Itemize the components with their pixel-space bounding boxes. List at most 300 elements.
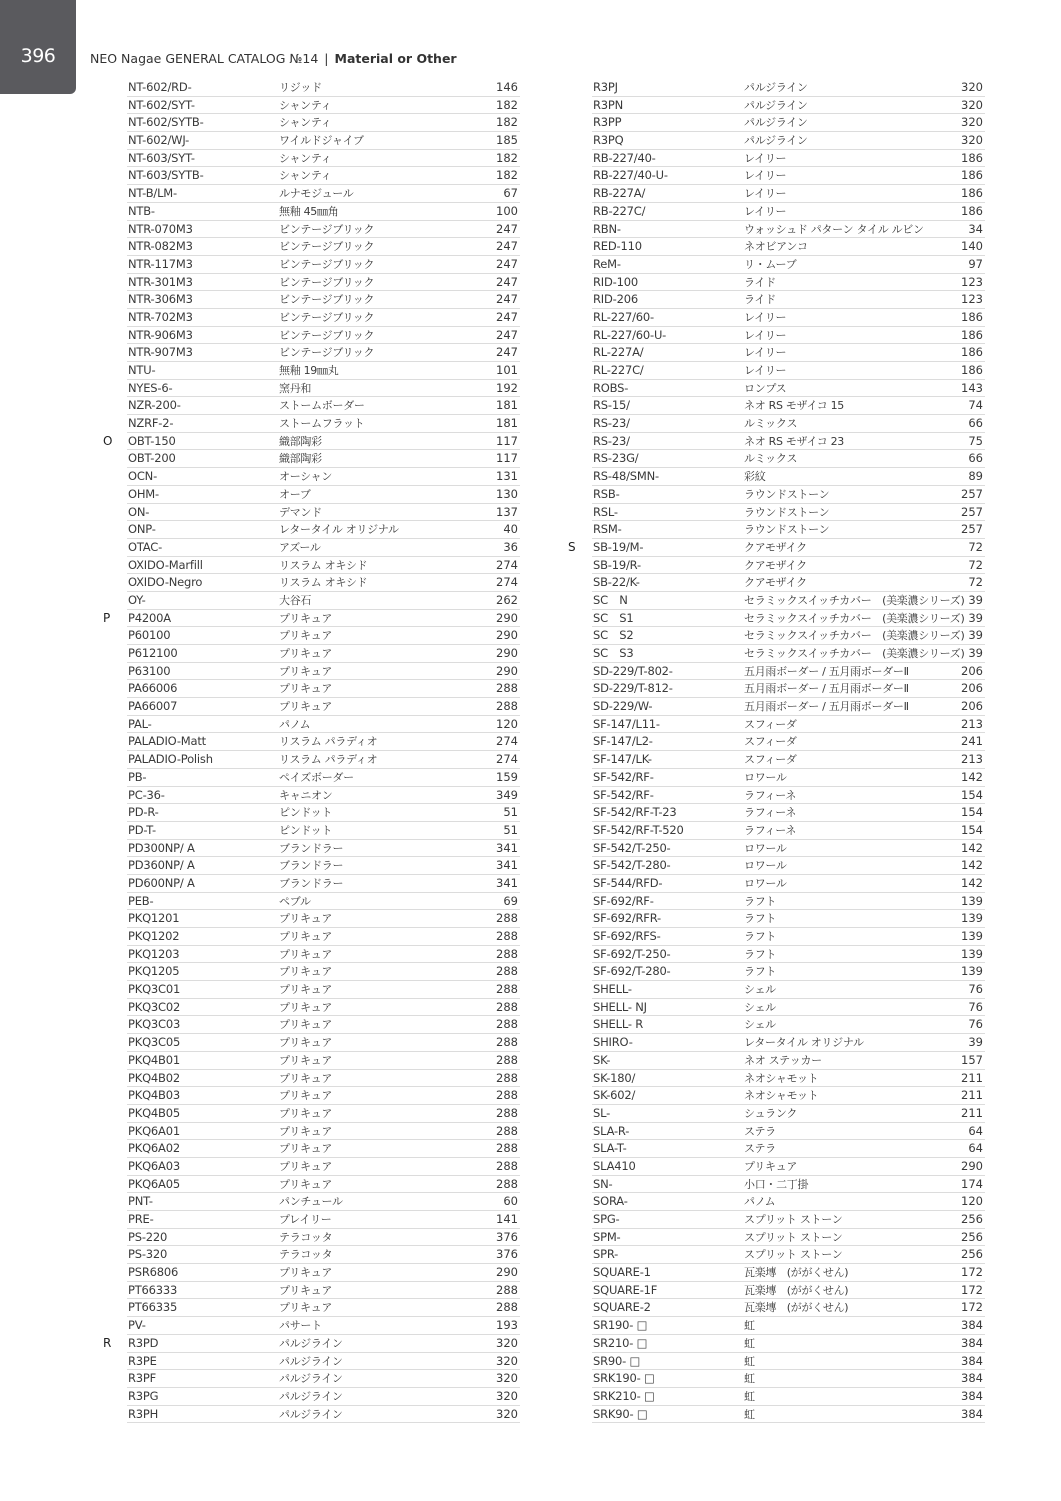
product-name: リ・ムーブ	[744, 257, 797, 271]
index-row	[127, 114, 520, 132]
product-code: NTR-301M3	[128, 274, 193, 289]
product-code: PKQ6A01	[128, 1123, 180, 1138]
product-code: PKQ3C02	[128, 999, 181, 1014]
page-reference: 172	[961, 1282, 983, 1297]
product-code: NTU-	[128, 363, 156, 377]
product-code: PKQ4B03	[128, 1088, 180, 1103]
product-name: レイリー	[744, 187, 787, 201]
product-name: プリキュア	[279, 1283, 333, 1297]
product-name: ラウンドストーン	[744, 487, 830, 501]
product-code: RS-23G/	[593, 451, 639, 466]
page-reference: 257	[961, 486, 983, 501]
product-name: ビンテージブリック	[279, 275, 375, 289]
page-reference: 100	[496, 203, 518, 218]
product-name: ラウンドストーン	[744, 523, 830, 537]
product-code: PB-	[128, 769, 147, 784]
product-name: プレイリー	[279, 1213, 332, 1226]
page-reference: 320	[961, 80, 983, 94]
product-name: プリキュア	[279, 1142, 333, 1156]
page-reference: 182	[496, 115, 518, 130]
page-reference: 181	[496, 416, 518, 431]
page-reference: 384	[961, 1406, 983, 1421]
product-code: OBT-200	[128, 451, 176, 466]
product-name: ルミックス	[744, 452, 798, 466]
index-row	[127, 1282, 520, 1300]
page-reference: 288	[496, 681, 518, 696]
product-code: OXIDO-Negro	[128, 575, 203, 590]
index-row	[127, 185, 520, 203]
product-name: プリキュア	[279, 1159, 333, 1173]
product-name: 虹	[744, 1319, 755, 1333]
page-reference: 288	[496, 1123, 518, 1138]
product-name: プリキュア	[279, 629, 333, 643]
index-row	[127, 1016, 520, 1034]
index-row	[592, 663, 985, 681]
page-reference: 320	[961, 133, 983, 148]
index-row	[592, 1070, 985, 1088]
product-name: ラフィーネ	[744, 823, 797, 837]
page-reference: 89	[968, 469, 983, 484]
page-reference: 143	[961, 380, 983, 395]
index-row	[592, 380, 985, 398]
product-code: SRK90- □	[593, 1406, 648, 1421]
product-code: SRK190- □	[593, 1371, 655, 1386]
product-code: P612100	[128, 646, 178, 660]
page-reference: 341	[496, 840, 518, 855]
product-code: PSR6806	[128, 1265, 179, 1280]
page-reference: 117	[496, 451, 518, 466]
product-code: PKQ3C03	[128, 1017, 181, 1032]
page-reference: 39	[968, 1035, 983, 1050]
product-code: RS-15/	[593, 398, 630, 413]
product-code: RID-100	[593, 274, 638, 289]
page-reference: 186	[961, 168, 983, 183]
index-row	[592, 680, 985, 698]
product-name: シェル	[744, 1000, 776, 1014]
product-name: レイリー	[744, 151, 787, 165]
product-code: NZRF-2-	[128, 416, 174, 431]
page-reference: 139	[961, 893, 983, 908]
index-row	[127, 840, 520, 858]
product-name: ストームボーダー	[279, 399, 365, 413]
page-reference: 186	[961, 327, 983, 342]
index-row	[592, 733, 985, 751]
index-row	[103, 433, 520, 451]
product-name: セラミックスイッチカバー (美楽濃シリーズ)	[744, 629, 965, 643]
index-row	[127, 1070, 520, 1088]
product-code: NTB-	[128, 203, 155, 218]
product-code: OHM-	[128, 486, 159, 501]
page-reference: 247	[496, 292, 518, 307]
product-name: プリキュア	[279, 1106, 333, 1120]
product-code: SN-	[593, 1176, 613, 1191]
product-name: 織部陶彩	[279, 452, 322, 466]
page-reference: 206	[961, 663, 983, 678]
page-reference: 288	[496, 999, 518, 1014]
page-reference: 186	[961, 309, 983, 324]
index-row	[127, 946, 520, 964]
product-name: シュランク	[744, 1106, 798, 1120]
product-name: 虹	[744, 1389, 755, 1403]
page-reference: 66	[968, 451, 983, 466]
page-reference: 76	[968, 982, 983, 997]
product-name: パルジライン	[279, 1389, 343, 1403]
product-name: プリキュア	[279, 1036, 333, 1050]
product-code: SHELL-	[593, 982, 632, 997]
product-name: ウォッシュド パターン タイル ルビン	[744, 222, 924, 236]
index-row	[127, 1370, 520, 1388]
product-name: レイリー	[744, 169, 787, 183]
index-row	[592, 1140, 985, 1158]
product-name: レイリー	[744, 204, 787, 218]
product-name: セラミックスイッチカバー (美楽濃シリーズ)	[744, 647, 965, 660]
product-code: ROBS-	[593, 380, 629, 395]
product-code: ReM-	[593, 256, 621, 271]
product-code: PAL-	[128, 716, 152, 731]
index-row	[592, 132, 985, 150]
index-row	[127, 716, 520, 734]
page-number: 396	[20, 45, 56, 67]
page-reference: 290	[496, 646, 518, 660]
index-row	[127, 238, 520, 256]
index-row	[592, 1211, 985, 1229]
index-row	[127, 981, 520, 999]
page-reference: 384	[961, 1388, 983, 1403]
product-code: RBN-	[593, 221, 621, 236]
product-code: OTAC-	[128, 539, 163, 554]
index-row	[127, 769, 520, 787]
page-reference: 74	[968, 398, 983, 413]
product-code: PKQ1205	[128, 964, 180, 979]
index-row	[127, 79, 520, 97]
page-reference: 206	[961, 699, 983, 714]
index-row	[127, 1353, 520, 1371]
page-reference: 72	[968, 539, 983, 554]
index-row	[127, 963, 520, 981]
product-name: 虹	[744, 1354, 755, 1368]
product-name: パルジライン	[279, 1407, 343, 1421]
product-code: RL-227C/	[593, 363, 644, 377]
product-code: NT-602/SYTB-	[128, 115, 204, 130]
index-row	[592, 274, 985, 292]
product-name: プリキュア	[279, 930, 333, 943]
index-row	[592, 150, 985, 168]
index-row	[592, 716, 985, 734]
product-name: ワイルドジャイブ	[279, 134, 364, 148]
index-row	[127, 450, 520, 468]
index-row	[592, 751, 985, 769]
product-name: リスラム パラディオ	[279, 735, 378, 749]
product-name: パルジライン	[744, 134, 808, 148]
product-code: PD-T-	[128, 822, 157, 837]
product-code: SF-542/RF-	[593, 769, 654, 784]
product-name: 無釉 19㎜丸	[279, 364, 339, 377]
product-code: NTR-906M3	[128, 327, 193, 342]
product-code: RB-227/40-	[593, 150, 656, 165]
index-row	[127, 1176, 520, 1194]
product-name: ネオシャモット	[744, 1071, 819, 1085]
page-reference: 142	[961, 875, 983, 890]
index-row	[127, 1123, 520, 1141]
product-code: SF-544/RFD-	[593, 875, 663, 890]
product-code: PALADIO-Matt	[128, 734, 206, 749]
index-row	[127, 1034, 520, 1052]
index-row	[592, 1317, 985, 1335]
product-name: プリキュア	[279, 1089, 333, 1103]
product-name: リスラム パラディオ	[279, 753, 378, 767]
product-name: 虹	[744, 1336, 755, 1350]
page-reference: 257	[961, 504, 983, 519]
product-name: オーシャン	[279, 470, 333, 484]
product-code: SRK210- □	[593, 1388, 655, 1403]
page-reference: 51	[503, 822, 518, 837]
product-code: PT66335	[128, 1300, 178, 1315]
product-name: ステラ	[744, 1142, 776, 1156]
product-code: SQUARE-2	[593, 1300, 651, 1315]
product-name: 小口・二丁掛	[744, 1177, 809, 1191]
product-code: SC S2	[593, 628, 634, 643]
product-name: プリキュア	[279, 1266, 333, 1280]
index-row	[592, 468, 985, 486]
page-reference: 288	[496, 1105, 518, 1120]
product-name: ラフィーネ	[744, 806, 797, 820]
product-code: SLA-R-	[593, 1123, 630, 1138]
page-reference: 34	[968, 221, 983, 236]
index-row	[127, 380, 520, 398]
page-reference: 288	[496, 911, 518, 926]
index-row	[103, 1335, 520, 1353]
index-row	[127, 787, 520, 805]
page-reference: 376	[496, 1247, 518, 1262]
product-code: SF-542/RF-	[593, 787, 654, 802]
product-code: R3PH	[128, 1406, 159, 1421]
section-letter: S	[568, 539, 576, 554]
product-name: パルジライン	[744, 81, 808, 94]
product-code: SB-19/M-	[593, 539, 644, 554]
index-row	[127, 291, 520, 309]
product-name: クアモザイク	[744, 558, 807, 572]
index-row	[592, 79, 985, 97]
page-reference: 290	[496, 610, 518, 625]
index-row	[592, 433, 985, 451]
page-reference: 172	[961, 1300, 983, 1315]
page-reference: 139	[961, 929, 983, 943]
page-reference: 120	[961, 1194, 983, 1209]
index-row	[127, 1317, 520, 1335]
product-name: 虹	[744, 1407, 755, 1421]
index-row	[568, 539, 985, 557]
index-row	[592, 291, 985, 309]
index-row	[592, 557, 985, 575]
index-row	[592, 256, 985, 274]
product-name: ステラ	[744, 1124, 776, 1138]
product-name: 五月雨ボーダー / 五月雨ボーダーⅡ	[744, 664, 909, 678]
index-row	[127, 645, 520, 663]
product-code: NTR-907M3	[128, 345, 193, 360]
page-reference: 67	[503, 186, 518, 201]
index-row	[592, 114, 985, 132]
index-row	[592, 1335, 985, 1353]
product-name: ロワール	[744, 876, 787, 890]
page-reference: 256	[961, 1229, 983, 1244]
page-reference: 247	[496, 327, 518, 342]
product-name: ビンテージブリック	[279, 222, 375, 236]
index-row	[127, 822, 520, 840]
product-code: OCN-	[128, 469, 158, 484]
product-name: ラフト	[744, 930, 777, 943]
index-row	[127, 1264, 520, 1282]
product-name: スフィーダ	[744, 735, 797, 749]
index-row	[592, 999, 985, 1017]
page-reference: 288	[496, 1017, 518, 1032]
index-row	[592, 1123, 985, 1141]
page-reference: 137	[496, 504, 518, 519]
page-reference: 247	[496, 256, 518, 271]
product-name: プリキュア	[279, 947, 333, 961]
product-code: SF-692/RFR-	[593, 911, 661, 926]
page-reference: 274	[496, 575, 518, 590]
page-reference: 139	[961, 964, 983, 979]
page-reference: 288	[496, 1035, 518, 1050]
page-reference: 288	[496, 699, 518, 714]
product-code: SF-147/L2-	[593, 734, 653, 749]
product-name: ビンテージブリック	[279, 310, 375, 324]
product-name: 大谷石	[279, 593, 312, 607]
product-name: ラフト	[744, 947, 777, 961]
page-reference: 142	[961, 769, 983, 784]
product-name: プリキュア	[744, 1159, 798, 1173]
index-row	[127, 999, 520, 1017]
index-row	[127, 504, 520, 522]
index-row	[592, 804, 985, 822]
product-name: プリキュア	[279, 664, 333, 678]
product-code: SQUARE-1F	[593, 1282, 658, 1297]
page-reference: 139	[961, 946, 983, 961]
page-reference: 64	[968, 1141, 983, 1156]
product-name: リスラム オキシド	[279, 576, 368, 590]
index-row	[127, 928, 520, 946]
page-reference: 186	[961, 203, 983, 218]
page-reference: 72	[968, 557, 983, 572]
index-row	[127, 663, 520, 681]
catalog-header	[90, 51, 457, 66]
product-name: パルジライン	[279, 1372, 343, 1386]
product-code: OBT-150	[128, 433, 176, 448]
product-code: RL-227/60-U-	[593, 327, 667, 342]
product-name: ロワール	[744, 770, 787, 784]
page-reference: 39	[968, 628, 983, 643]
product-code: SB-19/R-	[593, 557, 641, 572]
index-row	[127, 627, 520, 645]
index-row	[592, 1176, 985, 1194]
product-code: ON-	[128, 504, 150, 519]
product-name: レタータイル オリジナル	[744, 1036, 864, 1050]
page-reference: 320	[496, 1371, 518, 1386]
product-code: R3PJ	[593, 80, 618, 94]
product-name: セラミックスイッチカバー (美楽濃シリーズ)	[744, 611, 965, 625]
product-code: SF-542/T-280-	[593, 858, 671, 873]
index-row	[592, 1052, 985, 1070]
product-name: ビンテージブリック	[279, 257, 375, 271]
product-name: ブランドラー	[279, 859, 344, 873]
product-name: プリキュア	[279, 1124, 333, 1138]
product-name: 窯丹和	[279, 381, 312, 395]
product-code: P4200A	[128, 610, 171, 625]
product-code: R3PN	[593, 97, 624, 112]
product-code: RB-227C/	[593, 203, 646, 218]
index-row	[127, 751, 520, 769]
index-row	[127, 592, 520, 610]
index-row	[592, 627, 985, 645]
product-code: NTR-117M3	[128, 256, 193, 271]
product-name: ロワール	[744, 841, 787, 855]
page-reference: 174	[961, 1176, 983, 1191]
section-title: Material or Other	[334, 51, 457, 66]
index-row	[127, 557, 520, 575]
index-column-right	[568, 79, 985, 1423]
product-name: ロンプス	[744, 381, 787, 395]
product-name: プリキュア	[279, 965, 333, 979]
index-row	[592, 769, 985, 787]
product-code: RSM-	[593, 522, 622, 537]
product-name: プリキュア	[279, 682, 333, 696]
page-reference: 384	[961, 1353, 983, 1368]
product-code: SK-	[593, 1052, 611, 1067]
index-row	[592, 1264, 985, 1282]
product-name: パンチュール	[279, 1195, 343, 1209]
page-reference: 193	[496, 1318, 518, 1333]
product-name: スプリット ストーン	[744, 1230, 843, 1244]
product-name: 瓦楽塼 (ががくせん)	[744, 1301, 849, 1315]
product-code: PKQ1201	[128, 911, 180, 926]
product-code: SLA-T-	[593, 1141, 627, 1156]
product-code: RB-227A/	[593, 186, 646, 201]
page-reference: 320	[496, 1406, 518, 1421]
product-code: R3PD	[128, 1335, 159, 1350]
product-code: NT-602/SYT-	[128, 97, 195, 112]
product-name: ルナモジュール	[279, 187, 354, 201]
index-row	[592, 1016, 985, 1034]
page-reference: 186	[961, 345, 983, 360]
product-code: RSB-	[593, 486, 620, 501]
product-code: SC S3	[593, 646, 634, 660]
index-row	[592, 1370, 985, 1388]
page-reference: 274	[496, 734, 518, 749]
product-name: 五月雨ボーダー / 五月雨ボーダーⅡ	[744, 682, 909, 696]
page-reference: 288	[496, 982, 518, 997]
product-name: ブランドラー	[279, 841, 344, 855]
product-code: R3PG	[128, 1388, 159, 1403]
product-name: ライド	[744, 275, 776, 289]
product-code: NT-602/WJ-	[128, 133, 190, 148]
page-reference: 72	[968, 575, 983, 590]
product-code: RS-48/SMN-	[593, 469, 659, 484]
index-row	[127, 1299, 520, 1317]
product-code: PKQ1202	[128, 929, 180, 943]
product-name: プリキュア	[279, 1071, 333, 1085]
product-name: ペイズボーダー	[279, 770, 354, 784]
index-row	[127, 804, 520, 822]
index-row	[592, 450, 985, 468]
product-code: SF-147/LK-	[593, 752, 652, 767]
index-row	[592, 362, 985, 380]
index-column-left	[103, 79, 520, 1423]
product-code: SK-602/	[593, 1088, 636, 1103]
page-reference: 384	[961, 1335, 983, 1350]
page-reference: 141	[496, 1212, 518, 1226]
index-row	[127, 221, 520, 239]
product-name: パルジライン	[279, 1354, 343, 1368]
